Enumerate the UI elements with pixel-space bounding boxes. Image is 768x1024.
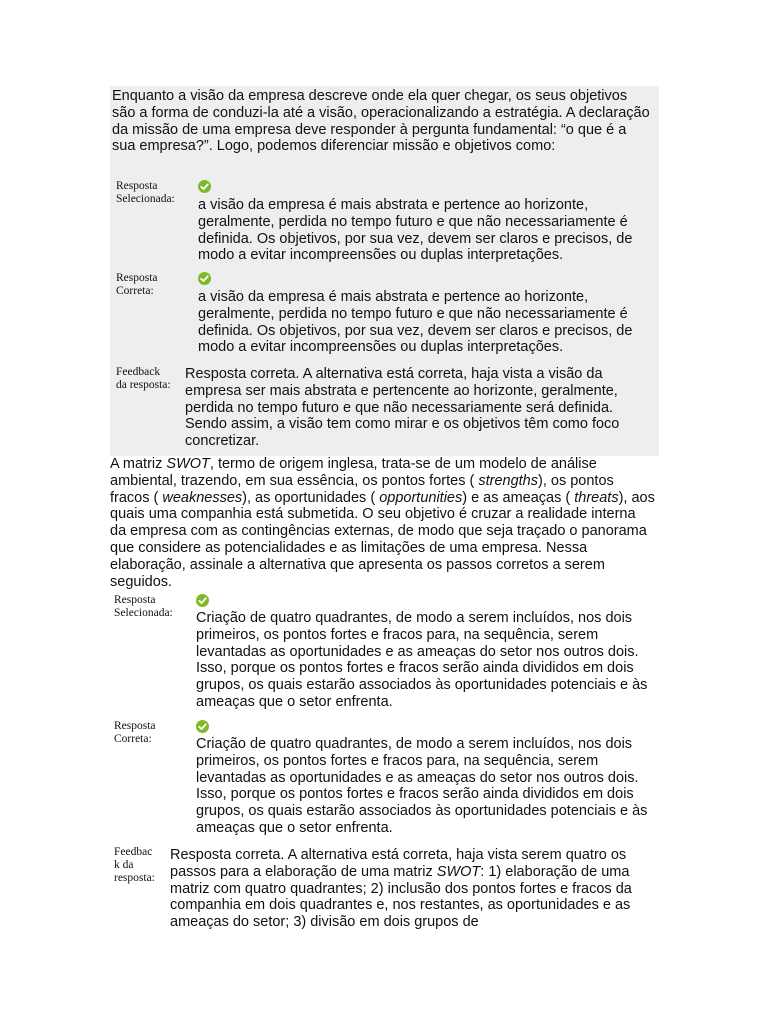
selected-answer-text: a visão da empresa é mais abstrata e pertence ao horizonte, geralmente, perdida no tempo futuro e que não necessariamente é definida. Os objetivos, por sua vez, devem ser claros e precisos, de modo a evitar incompreensões ou duplas interpretações. (198, 197, 633, 264)
correct-answer-text: Criação de quatro quadrantes, de modo a serem incluídos, nos dois primeiros, os pontos fortes e fracos para, na sequência, serem levantadas as oportunidades e as ameaças do setor nos outros dois. Isso, porque os pontos fortes e fracos serão ainda divididos em dois grupos, os quais estarão associados às oportunidades potenciais e às ameaças que o setor enfrenta. (196, 736, 648, 836)
feedback-row (114, 846, 664, 936)
question-1-text: Enquanto a visão da empresa descreve onde ela quer chegar, os seus objetivos são a forma de conduzi-la até a visão, operacionalizando a estratégia. A declaração da missão de uma empresa deve responder à pergunta fundamental: “o que é a sua empresa?”. Logo, podemos diferenciar missão e objetivos como: (112, 88, 650, 155)
correct-answer-row (114, 720, 664, 838)
feedback-text: Resposta correta. A alternativa está correta, haja vista serem quatro os passos para a elaboração de uma matriz SWOT: 1) elaboração de uma matriz com quatro quadrantes; 2) inclusão dos pontos fortes e fracos da companhia em dois quadrantes e, nos restantes, as oportunidades e as ameaças do setor; 3) divisão em dois grupos de (170, 847, 632, 931)
feedback-row (116, 366, 656, 454)
correct-answer-text: a visão da empresa é mais abstrata e pertence ao horizonte, geralmente, perdida no tempo futuro e que não necessariamente é definida. Os objetivos, por sua vez, devem ser claros e precisos, de modo a evitar incompreensões ou duplas interpretações. (198, 289, 633, 356)
check-circle-icon (196, 594, 209, 607)
selected-answer-row (116, 180, 656, 266)
feedback-text: Resposta correta. A alternativa está correta, haja vista a visão da empresa ser mais abstrata e pertencente ao horizonte, geralmente, perdida no tempo futuro e que não necessariamente será definida. Sendo assim, a visão tem como mirar e os objetivos têm como foco concretizar. (185, 366, 620, 450)
feedback-label: Feedbac k da resposta: (114, 846, 155, 884)
question-2-text: A matriz SWOT, termo de origem inglesa, trata-se de um modelo de análise ambiental, trazendo, em sua essência, os pontos fortes ( strengths), os pontos fracos ( weaknesses), as oportunidades ( opportunities) e as ameaças ( threats), aos quais uma companhia está submetida. O seu objetivo é cruzar a realidade interna da empresa com as contingências externas, de modo que seja traçado o panorama que considere as potencialidades e as limitações de uma empresa. Nessa elaboração, assinale a alternativa que apresenta os passos corretos a serem seguidos. (110, 456, 655, 590)
correct-answer-label: Resposta Correta: (114, 720, 156, 745)
question-1-panel (110, 86, 659, 456)
check-circle-icon (198, 180, 211, 193)
selected-answer-label: Resposta Selecionada: (116, 180, 175, 205)
correct-answer-row (116, 272, 656, 358)
selected-answer-text: Criação de quatro quadrantes, de modo a serem incluídos, nos dois primeiros, os pontos fortes e fracos para, na sequência, serem levantadas as oportunidades e as ameaças do setor nos outros dois. Isso, porque os pontos fortes e fracos serão ainda divididos em dois grupos, os quais estarão associados às oportunidades potenciais e às ameaças que o setor enfrenta. (196, 610, 648, 710)
selected-answer-row (114, 594, 664, 712)
check-circle-icon (198, 272, 211, 285)
feedback-label: Feedback da resposta: (116, 366, 171, 391)
check-circle-icon (196, 720, 209, 733)
selected-answer-label: Resposta Selecionada: (114, 594, 173, 619)
correct-answer-label: Resposta Correta: (116, 272, 158, 297)
